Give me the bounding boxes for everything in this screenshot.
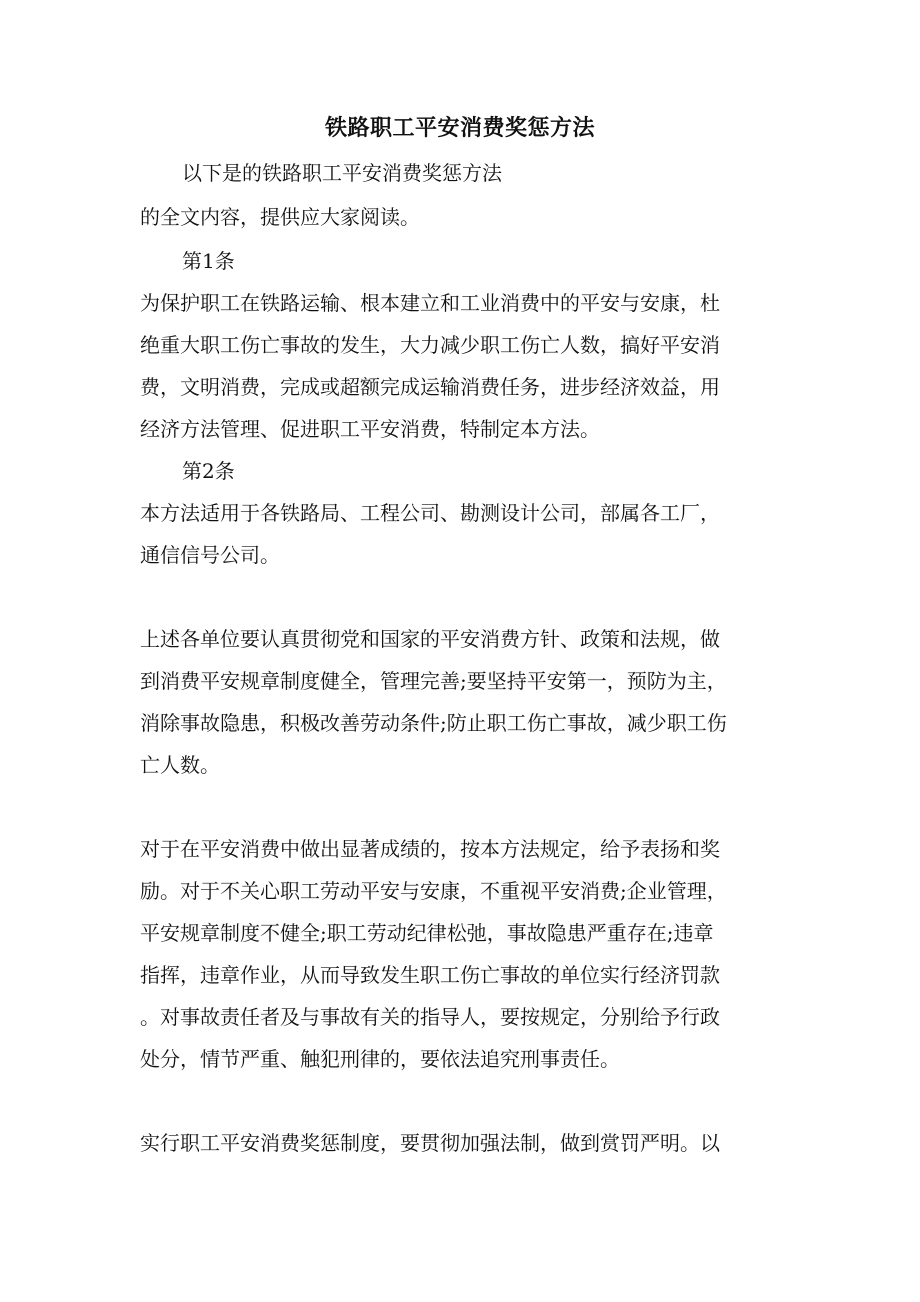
para-4-line-3: 平安规章制度不健全;职工劳动纪律松弛，事故隐患严重存在;违章 — [140, 921, 714, 945]
article-2-line-2: 通信信号公司。 — [140, 543, 280, 567]
para-4-line-6: 处分，情节严重、触犯刑律的，要依法追究刑事责任。 — [140, 1047, 620, 1071]
para-3-line-3: 消除事故隐患，积极改善劳动条件;防止职工伤亡事故，减少职工伤 — [140, 711, 727, 735]
article-1-heading: 第1条 — [182, 249, 235, 273]
intro-line-2: 的全文内容，提供应大家阅读。 — [140, 205, 420, 229]
article-2-heading: 第2条 — [182, 459, 235, 483]
article-1-line-2: 绝重大职工伤亡事故的发生，大力减少职工伤亡人数，搞好平安消 — [140, 333, 720, 357]
para-3-line-1: 上述各单位要认真贯彻党和国家的平安消费方针、政策和法规，做 — [140, 627, 720, 651]
para-4-line-2: 励。对于不关心职工劳动平安与安康，不重视平安消费;企业管理， — [140, 879, 727, 903]
para-3-line-2: 到消费平安规章制度健全，管理完善;要坚持平安第一，预防为主， — [140, 669, 727, 693]
document-title: 铁路职工平安消费奖惩方法 — [324, 115, 595, 141]
article-2-line-1: 本方法适用于各铁路局、工程公司、勘测设计公司，部属各工厂， — [140, 501, 720, 525]
para-3-line-4: 亡人数。 — [140, 753, 220, 777]
article-1-line-3: 费，文明消费，完成或超额完成运输消费任务，进步经济效益，用 — [140, 375, 720, 399]
article-1-line-4: 经济方法管理、促进职工平安消费，特制定本方法。 — [140, 417, 600, 441]
para-4-line-4: 指挥，违章作业，从而导致发生职工伤亡事故的单位实行经济罚款 — [140, 963, 720, 987]
para-4-line-1: 对于在平安消费中做出显著成绩的，按本方法规定，给予表扬和奖 — [140, 837, 720, 861]
article-1-line-1: 为保护职工在铁路运输、根本建立和工业消费中的平安与安康，杜 — [140, 291, 720, 315]
para-4-line-5: 。对事故责任者及与事故有关的指导人，要按规定，分别给予行政 — [140, 1005, 720, 1029]
intro-line-1: 以下是的铁路职工平安消费奖惩方法 — [182, 161, 502, 185]
para-5-line-1: 实行职工平安消费奖惩制度，要贯彻加强法制，做到赏罚严明。以 — [140, 1131, 720, 1155]
